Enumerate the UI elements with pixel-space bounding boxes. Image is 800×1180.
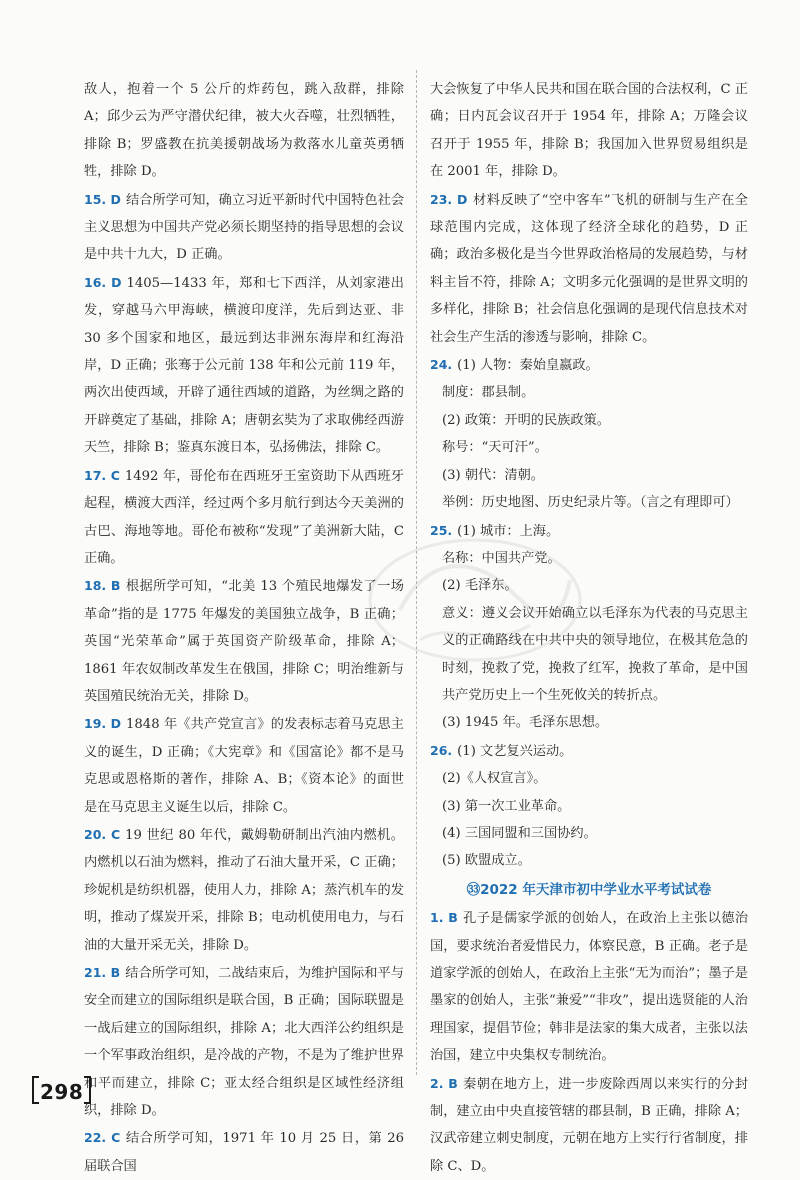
answer-number: 25. bbox=[430, 522, 453, 538]
answer-15 bbox=[84, 186, 404, 269]
answer-24 bbox=[430, 351, 748, 516]
answer-number: 24. bbox=[430, 357, 453, 373]
answer-text: 19 世纪 80 年代，戴姆勒研制出汽油内燃机。内燃机以石油为燃料，推动了石油大量开采，C 正确；珍妮机是纺织机器，使用人力，排除 A；蒸汽机车的发明，推动了煤炭开采，排除 B；电动机使用电力，与石油的大量开采无关，排除 D。 bbox=[84, 827, 404, 953]
answer-20 bbox=[84, 821, 404, 959]
page-number-text: 298 bbox=[40, 1080, 84, 1104]
right-column bbox=[430, 76, 748, 1180]
answer-text: 大会恢复了中华人民共和国在联合国的合法权利，C 正确；日内瓦会议召开于 1954 年，排除 A；万隆会议召开于 1955 年，排除 B；我国加入世界贸易组织是在 2001 年，排除 D。 bbox=[430, 82, 748, 180]
answer-18 bbox=[84, 572, 404, 710]
answer-line: (2)《人权宣言》。 bbox=[442, 771, 547, 787]
answer-line: (3) 第一次工业革命。 bbox=[442, 798, 571, 814]
answer-text: 材料反映了“空中客车”飞机的研制与生产在全球范围内完成，这体现了经济全球化的趋势，D 正确；政治多极化是当今世界政治格局的发展趋势，与材料主旨不符，排除 A；文明多元化强调的是世界文明的多样化，排除 B；社会信息化强调的是现代信息技术对社会生产生活的渗透与影响，排除 C。 bbox=[430, 192, 748, 345]
answer-number: 20. C bbox=[84, 826, 121, 842]
answer-text: 孔子是儒家学派的创始人，在政治上主张以德治国，要求统治者爱惜民力，体察民意，B 正确。老子是道家学派的创始人，在政治上主张“无为而治”；墨子是墨家的创始人，主张“兼爱”“非攻”，提出选贤能的人治理国家，提倡节俭；韩非是法家的集大成者，主张以法治国，建立中央集权专制统治。 bbox=[430, 911, 749, 1064]
answer-22-continuation bbox=[430, 76, 748, 186]
answer-25 bbox=[430, 517, 748, 737]
answer-26 bbox=[430, 737, 748, 875]
answer-line: (1) 人物：秦始皇嬴政。 bbox=[457, 358, 599, 374]
answer-22 bbox=[84, 1124, 404, 1180]
answer-number: 19. D bbox=[84, 716, 122, 732]
answer-number: 21. B bbox=[84, 965, 121, 980]
answer-number: 22. C bbox=[84, 1130, 121, 1146]
answer-line: (2) 政策：开明的民族政策。 bbox=[442, 412, 610, 428]
answer-text: 结合所学可知，1971 年 10 月 25 日，第 26 届联合国 bbox=[84, 1131, 404, 1174]
answer-number: 18. B bbox=[84, 578, 121, 594]
answer-17 bbox=[84, 462, 404, 573]
answer-19 bbox=[84, 710, 404, 821]
section-answer-2 bbox=[430, 1070, 748, 1180]
section-title-text: 2022 年天津市初中学业水平考试试卷 bbox=[480, 881, 712, 898]
answer-line: 举例：历史地图、历史纪录片等。（言之有理即可） bbox=[442, 495, 739, 511]
answer-line: (5) 欧盟成立。 bbox=[442, 853, 531, 869]
answer-text: 秦朝在地方上，进一步废除西周以来实行的分封制，建立由中央直接管辖的郡县制，B 正确，排除 A；汉武帝建立刺史制度，元朝在地方上实行行省制度，排除 C、D。 bbox=[430, 1076, 749, 1174]
answer-line: (4) 三国同盟和三国协约。 bbox=[442, 825, 597, 841]
answer-line: 意义：遵义会议开始确立以毛泽东为代表的马克思主义的正确路线在中共中央的领导地位，在极其危急的时刻，挽救了党，挽救了红军，挽救了革命，是中国共产党历史上一个生死攸关的转折点。 bbox=[442, 605, 748, 703]
answer-line: 制度：郡县制。 bbox=[442, 385, 535, 401]
answer-14-continuation bbox=[84, 76, 404, 186]
answer-text: 1405—1433 年，郑和七下西洋，从刘家港出发，穿越马六甲海峡，横渡印度洋，先后到达亚、非 30 多个国家和地区，最远到达非洲东海岸和红海沿岸，D 正确；张骞于公元前 138 年和公元前 119 年，两次出使西域，开辟了通往西域的道路，为丝绸之路的开辟奠定了基础，排除 A；唐朝玄奘为了求取佛经西游天竺，排除 B；鉴真东渡日本，弘扬佛法，排除 C。 bbox=[84, 275, 404, 456]
answer-number: 1. B bbox=[430, 910, 458, 926]
section-title bbox=[430, 877, 748, 904]
answer-text: 敌人，抱着一个 5 公斤的炸药包，跳入敌群，排除 A；邱少云为严守潜伏纪律，被大火吞噬，壮烈牺牲，排除 B；罗盛教在抗美援朝战场为救落水儿童英勇牺牲，排除 D。 bbox=[84, 82, 404, 180]
answer-line: 称号：“天可汗”。 bbox=[442, 440, 548, 456]
answer-16 bbox=[84, 269, 404, 462]
answer-number: 26. bbox=[430, 742, 453, 758]
column-divider bbox=[416, 70, 417, 1075]
answer-text: 1848 年《共产党宣言》的发表标志着马克思主义的诞生，D 正确；《大宪章》和《国富论》都不是马克思或恩格斯的著作，排除 A、B；《资本论》的面世是在马克思主义诞生以后，排除 C。 bbox=[84, 717, 404, 815]
answer-line: (1) 文艺复兴运动。 bbox=[457, 743, 573, 759]
section-answer-1 bbox=[430, 904, 748, 1069]
answer-23 bbox=[430, 186, 748, 351]
exam-number-icon: ㉝ bbox=[466, 881, 481, 898]
answer-text: 根据所学可知，“北美 13 个殖民地爆发了一场革命”指的是 1775 年爆发的美国独立战争，B 正确；英国“光荣革命”属于英国资产阶级革命，排除 A；1861 年农奴制改革发生在俄国，排除 C；明治维新与英国殖民统治无关，排除 D。 bbox=[84, 579, 404, 704]
answer-line: (3) 朝代：清朝。 bbox=[442, 467, 544, 483]
answer-line: (1) 城市：上海。 bbox=[457, 523, 560, 539]
answer-21 bbox=[84, 959, 404, 1124]
answer-text: 结合所学可知，二战结束后，为维护国际和平与安全而建立的国际组织是联合国，B 正确；国际联盟是一战后建立的国际组织，排除 A；北大西洋公约组织是一个军事政治组织，是冷战的产物，不是为了维护世界和平而建立，排除 C；亚太经合组织是区域性经济组织，排除 D。 bbox=[84, 966, 404, 1119]
answer-number: 16. D bbox=[84, 274, 122, 290]
left-column bbox=[84, 76, 404, 1180]
answer-number: 17. C bbox=[84, 467, 120, 483]
answer-line: (3) 1945 年。毛泽东思想。 bbox=[442, 715, 609, 731]
answer-number: 15. D bbox=[84, 191, 121, 207]
answer-number: 2. B bbox=[430, 1075, 458, 1091]
page-number bbox=[32, 1076, 91, 1104]
answer-number: 23. D bbox=[430, 191, 468, 207]
answer-line: (2) 毛泽东。 bbox=[442, 578, 518, 594]
answer-text: 1492 年，哥伦布在西班牙王室资助下从西班牙起程，横渡大西洋，经过两个多月航行到达今天美洲的古巴、海地等地。哥伦布被称“发现”了美洲新大陆，C 正确。 bbox=[84, 468, 404, 566]
answer-line: 名称：中国共产党。 bbox=[442, 550, 561, 566]
answer-text: 结合所学可知，确立习近平新时代中国特色社会主义思想为中国共产党必须长期坚持的指导思想的会议是中共十九大，D 正确。 bbox=[84, 192, 405, 263]
